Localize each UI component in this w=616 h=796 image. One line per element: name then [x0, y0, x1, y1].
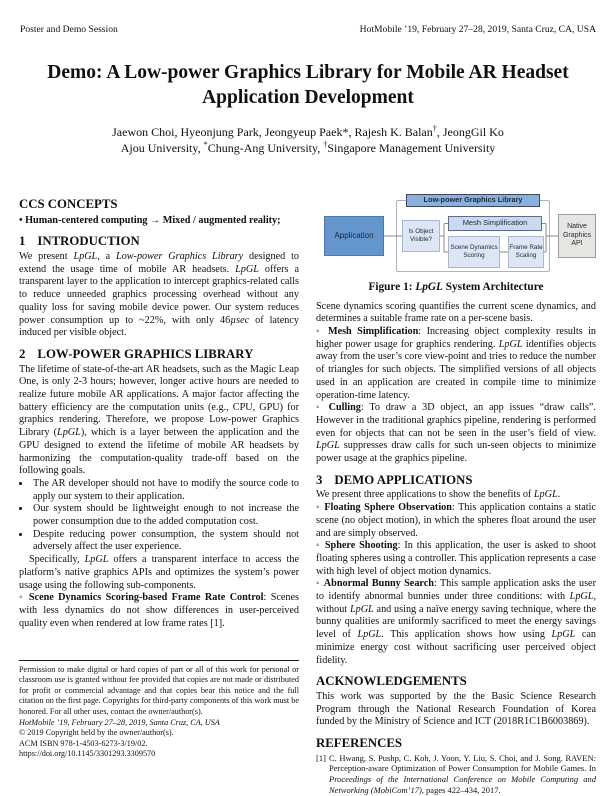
- left-column: [19, 190, 299, 760]
- native-graphics-api-box: Native Graphics API: [558, 214, 596, 258]
- mesh-simplification-paragraph: ◦ Mesh Simplification: Increasing object complexity results in higher power usage for graphics rendering. LpGL identifies objects away from the user’s core view-point and tries to reduce the number of triangles for such objects. The simplified versions of all objects used in an application are created in compile time to minimize operation-time latency.: [316, 326, 596, 401]
- specifically-paragraph: Specifically, LpGL offers a transparent interface to access the platform’s native graphics APIs and optimizes the system’s power usage using the following sub-components.: [19, 554, 299, 591]
- paper-title: Demo: A Low-power Graphics Library for Mobile AR Headset Application Development: [47, 62, 569, 108]
- sphere-shooting-paragraph: ◦ Sphere Shooting: In this application, the user is asked to shoot floating spheres using a controller. This application represents a case with high level of object motion dynamics.: [316, 540, 596, 577]
- running-head-session: Poster and Demo Session: [20, 24, 118, 35]
- references-heading: REFERENCES: [316, 736, 403, 751]
- is-object-visible-box: Is Object Visible?: [402, 220, 440, 252]
- floating-sphere-paragraph: ◦ Floating Sphere Observation: This application contains a static scene (no object motion), in which the spheres float around the user and are simply observed.: [316, 502, 596, 539]
- scene-dynamics-paragraph: Scene dynamics scoring quantifies the current scene dynamics, and determines a suitable frame rate on a per-scene basis.: [316, 300, 596, 325]
- permission-notice: Permission to make digital or hard copies of part or all of this work for personal or classroom use is granted without fee provided that copies are not made or distributed for profit or commercial advantage and that copies bear this notice and the full citation on the first page. Copyrights for third-party components of this work must be honored. For all other uses, contact the owner/author(s).: [19, 664, 299, 716]
- introduction-heading: 1 INTRODUCTION: [19, 234, 140, 249]
- demo-intro-paragraph: We present three applications to show the benefits of LpGL.: [316, 489, 561, 501]
- ccs-concepts-text: • Human-centered computing → Mixed / augmented reality;: [19, 214, 281, 226]
- reference-text: C. Hwang, S. Pushp, C. Koh, J. Yoon, Y. Liu, S. Choi, and J. Song. RAVEN: Perception-aware Optimization of Power Consumption for Mobile Games. In Proceedings of the International Conference on Mobile Computing and Networking (MobiCom’17), pages 422–434, 2017.: [329, 752, 596, 795]
- doi-link[interactable]: https://doi.org/10.1145/3301293.3309570: [19, 749, 156, 759]
- isbn-line: ACM ISBN 978-1-4503-6273-3/19/02.: [19, 738, 148, 748]
- figure-caption: Figure 1: LpGL System Architecture: [368, 280, 544, 293]
- demo-applications-heading: 3 DEMO APPLICATIONS: [316, 472, 473, 487]
- running-head: [0, 24, 616, 35]
- list-item: • The AR developer should not have to modify the source code to apply our system to their application.: [31, 478, 299, 503]
- frame-rate-scaling-box: Frame Rate Scaling: [508, 236, 544, 268]
- ccs-concepts-heading: CCS CONCEPTS: [19, 196, 118, 211]
- list-item: • Despite reducing power consumption, the system should not adversely affect the user experience.: [31, 529, 299, 554]
- scene-dynamics-scoring-box: Scene Dynamics Scoring: [448, 236, 500, 268]
- authors-line: Jaewon Choi, Hyeonjung Park, Jeongyeup Paek*, Rajesh K. Balan†, JeongGil Ko: [112, 123, 504, 139]
- introduction-paragraph: We present LpGL, a Low-power Graphics Library designed to extend the usage time of mobile AR headsets. LpGL offers a transparent layer to the application to intercept graphics-related calls to reduce unneeded graphics processing overhead without any quality loss for saving mobile device power. Our system reduces power consumption up to ~22%, with only 46µsec of latency induced per visible object.: [19, 251, 299, 339]
- graphics-library-paragraph: The lifetime of state-of-the-art AR headsets, such as the Magic Leap One, is only 2-3 hours; however, longer active hours are needed to realize future mobile AR applications. A major factor affecting the battery efficiency are the computation units (e.g., CPU, GPU) for graphics rendering. Therefore, we propose Low-power Graphics Library (LpGL), which is a layer between the application and the GPU designed to extend the lifetime of mobile AR headsets by harmonizing the computation-quality trade-off based on the following goals.: [19, 363, 299, 477]
- acknowledgements-heading: ACKNOWLEDGEMENTS: [316, 674, 467, 689]
- abnormal-bunny-paragraph: ◦ Abnormal Bunny Search: This sample application asks the user to identify abnormal bunnies under three conditions: with LpGL, without LpGL and using a naïve energy saving technique, where the bunny qualities are uniformly sacrificed to meet the energy savings level of LpGL. This application shows how using LpGL can minimize energy cost without sacrificing user perceived object fidelity.: [316, 578, 596, 666]
- culling-paragraph: ◦ Culling: To draw a 3D object, an app issues “draw calls”. However in the traditional graphics pipeline, rendering is performed even for objects that can not be seen in the user’s field of view. LpGL suppresses draw calls for such un-seen objects to minimize power usage at the graphics pipeline.: [316, 402, 596, 465]
- running-head-conference: HotMobile ’19, February 27–28, 2019, Santa Cruz, CA, USA: [359, 24, 596, 35]
- figure-1-diagram: [316, 192, 596, 276]
- graphics-library-heading: 2 LOW-POWER GRAPHICS LIBRARY: [19, 346, 254, 361]
- application-box: Application: [324, 216, 384, 256]
- library-header-box: Low-power Graphics Library: [406, 194, 540, 207]
- mesh-simplification-box: Mesh Simplification: [448, 216, 542, 231]
- list-item: • Our system should be lightweight enough to not increase the power consumption due to the added computation cost.: [31, 503, 299, 528]
- conference-citation: HotMobile ’19, February 27–28, 2019, Santa Cruz, CA, USA: [19, 717, 220, 727]
- acknowledgements-paragraph: This work was supported by the the Basic Science Research Program through the National Research Foundation of Korea funded by the Ministry of Science and ICT (2018R1C1B6003869).: [316, 691, 596, 728]
- reference-marker: [1]: [316, 752, 326, 763]
- two-column-body: [0, 190, 616, 795]
- design-goals-list: [19, 478, 299, 554]
- right-column: [316, 190, 596, 795]
- copyright-line: © 2019 Copyright held by the owner/author(s).: [19, 728, 174, 738]
- footnote-block: [19, 660, 299, 760]
- affiliations-line: Ajou University, *Chung-Ang University, †Singapore Management University: [120, 139, 496, 155]
- scene-dynamics-control-paragraph: ◦ Scene Dynamics Scoring-based Frame Rate Control: Scenes with less dynamics do not show differences in user-perceived quality even when rendered at low frame rates [1].: [19, 592, 299, 629]
- references-list: [316, 753, 596, 795]
- reference-item: [316, 753, 596, 795]
- footnote-text: [19, 661, 299, 760]
